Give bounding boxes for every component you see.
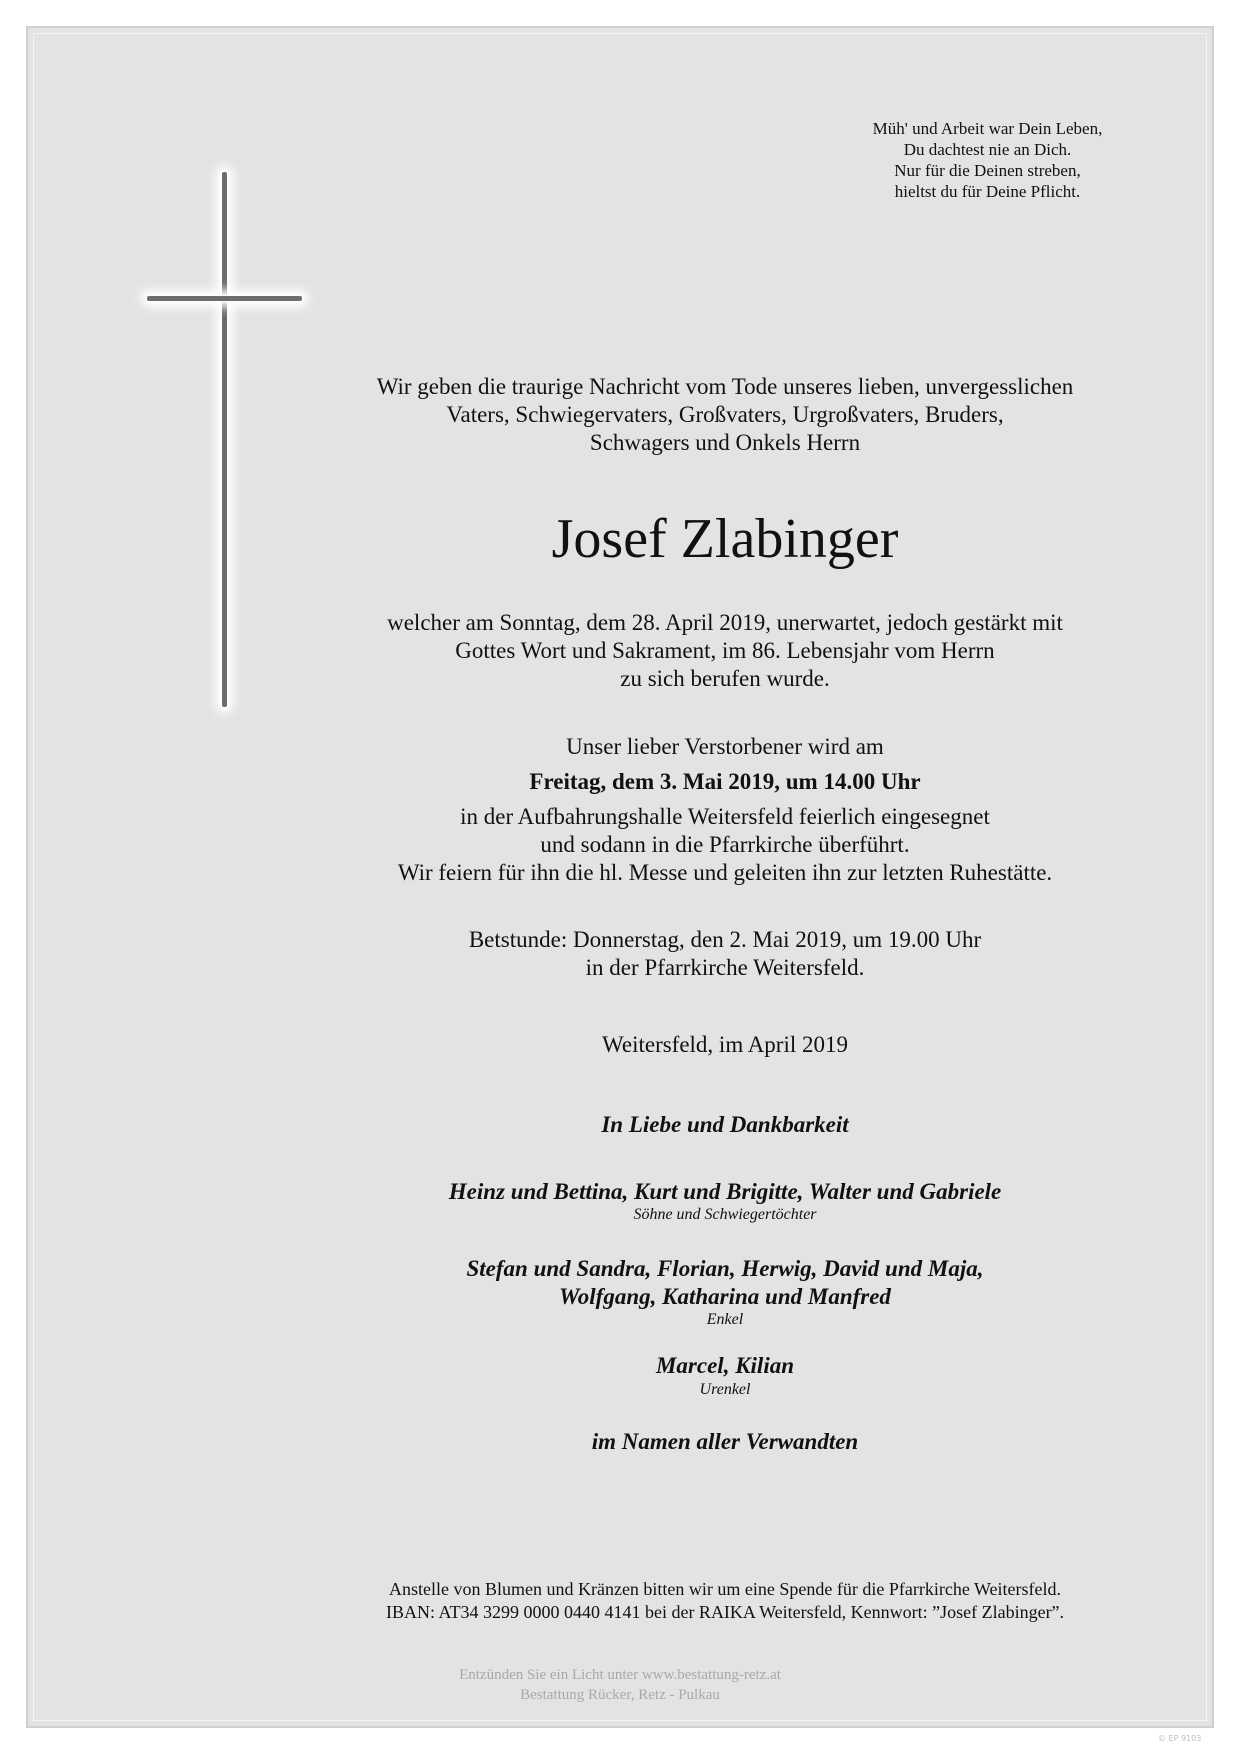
corner-mark: © EP 9103 <box>1158 1734 1202 1743</box>
mourners-group-names: Heinz und Bettina, Kurt und Brigitte, Walter und Gabriele <box>448 1179 1002 1204</box>
place-date: Weitersfeld, im April 2019 <box>602 1032 848 1057</box>
mourners-group-relation: Söhne und Schwiegertöchter <box>633 1206 817 1223</box>
prayer-hour: Betstunde: Donnerstag, den 2. Mai 2019, um 19.00 Uhr in der Pfarrkirche Weitersfeld. <box>468 927 982 980</box>
mourners-group-names: Marcel, Kilian <box>655 1353 794 1378</box>
funeral-home-footer: Entzünden Sie ein Licht unter www.bestattung-retz.at Bestattung Rücker, Retz - Pulkau <box>459 1667 781 1703</box>
memorial-verse: Müh' und Arbeit war Dein Leben, Du dachtest nie an Dich. Nur für die Deinen streben, hieltst du für Deine Pflicht. <box>872 119 1103 201</box>
mourners-group-relation: Enkel <box>706 1311 744 1328</box>
mourners-closing: im Namen aller Verwandten <box>591 1429 859 1454</box>
funeral-date: Freitag, dem 3. Mai 2019, um 14.00 Uhr <box>529 769 921 794</box>
announcement-intro: Wir geben die traurige Nachricht vom Tode unseres lieben, unvergesslichen Vaters, Schwiegervaters, Großvaters, Urgroßvaters, Bruders, Schwagers und Onkels Herrn <box>376 374 1074 455</box>
death-notice: welcher am Sonntag, dem 28. April 2019, unerwartet, jedoch gestärkt mit Gottes Wort und Sakrament, im 86. Lebensjahr vom Herrn zu sich berufen wurde. <box>387 610 1063 691</box>
funeral-intro: Unser lieber Verstorbener wird am <box>566 734 884 759</box>
funeral-details: in der Aufbahrungshalle Weitersfeld feierlich eingesegnet und sodann in die Pfarrkirche überführt. Wir feiern für ihn die hl. Messe und geleiten ihn zur letzten Ruhestätte. <box>397 804 1053 885</box>
deceased-name: Josef Zlabinger <box>551 508 899 570</box>
mourners-group-relation: Urenkel <box>699 1381 751 1398</box>
donation-note: Anstelle von Blumen und Kränzen bitten wir um eine Spende für die Pfarrkirche Weitersfeld. IBAN: AT34 3299 0000 0440 4141 bei der RAIKA Weitersfeld, Kennwort: ”Josef Zlabinger”. <box>385 1579 1065 1622</box>
mourners-heading: In Liebe und Dankbarkeit <box>601 1112 849 1137</box>
mourners-group-names: Stefan und Sandra, Florian, Herwig, David und Maja, Wolfgang, Katharina und Manfred <box>466 1256 984 1309</box>
cross-bar <box>147 296 302 301</box>
cross-icon <box>222 172 227 707</box>
